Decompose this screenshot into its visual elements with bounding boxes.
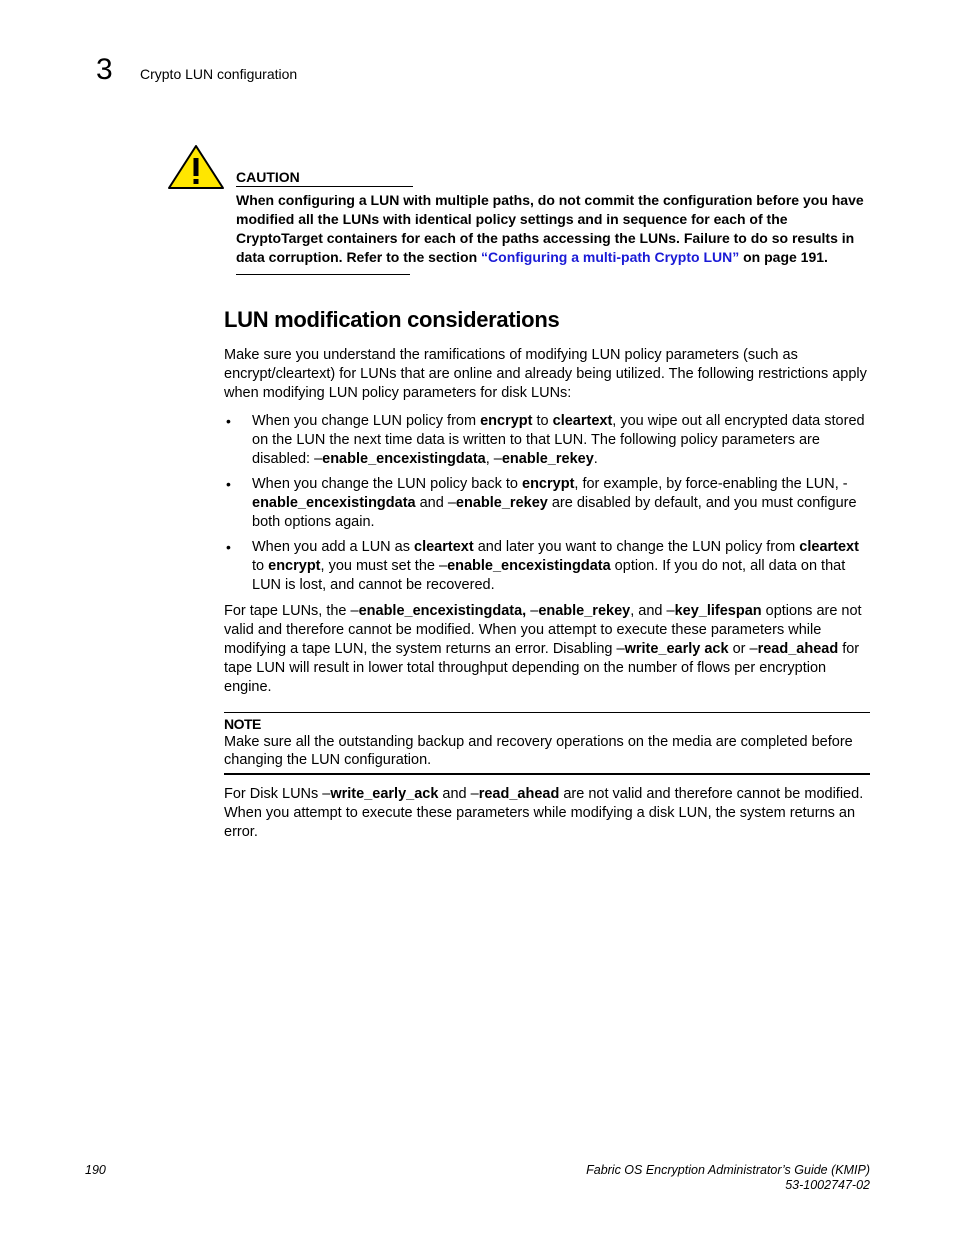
text-run: , and –: [630, 603, 675, 619]
page-number: 190: [85, 1163, 106, 1177]
text-run: are disabled by default, and you must configure both options again.: [252, 495, 857, 530]
text-run: option. If you do not, all data on that LUN is lost, and cannot be recovered.: [252, 558, 846, 593]
warning-triangle-icon: [167, 144, 225, 190]
intro-paragraph: Make sure you understand the ramifications of modifying LUN policy parameters (such as encrypt/cleartext) for LUNs that are online and already being utilized. The following restrictions apply when modifying LUN policy parameters for disk LUNs:: [224, 347, 867, 401]
parameter-name: enable_rekey: [455, 495, 548, 511]
parameter-name: read_ahead: [757, 641, 839, 657]
text-run: are not valid and therefore cannot be modified. When you attempt to execute these parameters while modifying a disk LUN, the system returns an error.: [224, 786, 864, 840]
footer-doc-number: 53-1002747-02: [785, 1178, 870, 1192]
restrictions-list: [224, 412, 874, 601]
list-item: [224, 538, 874, 595]
caution-text-part: When configuring a LUN with multiple paths, do not commit the configuration before you have modified all the LUNs with identical policy settings and in sequence for each of the CryptoTarget containers for each of the paths accessing the LUNs. Failure to do so results in data corruption. Refer to the section: [236, 192, 864, 265]
bullet-icon: •: [226, 413, 231, 429]
parameter-name: write_early_ack: [330, 786, 439, 802]
text-run: , for example, by force-enabling the LUN, -: [574, 476, 848, 492]
keyword: encrypt: [268, 558, 321, 574]
text-run: For Disk LUNs –: [224, 786, 331, 802]
text-run: For tape LUNs, the –: [224, 603, 359, 619]
parameter-name: enable_encexistingdata: [252, 495, 416, 511]
caution-label: CAUTION: [236, 169, 300, 185]
footer-doc-title: Fabric OS Encryption Administrator’s Guide (KMIP): [586, 1163, 870, 1177]
chapter-number: 3: [96, 53, 113, 86]
text-run: When you add a LUN as: [252, 539, 415, 555]
text-run: and –: [415, 495, 456, 511]
text-run: , you must set the –: [320, 558, 448, 574]
parameter-name: read_ahead: [478, 786, 560, 802]
bullet-icon: •: [226, 539, 231, 555]
list-item: [224, 412, 874, 469]
keyword: cleartext: [799, 539, 859, 555]
note-divider-bottom: [224, 773, 870, 775]
text-run: and –: [438, 786, 479, 802]
keyword: encrypt: [522, 476, 575, 492]
section-heading: LUN modification considerations: [224, 307, 560, 332]
caution-text: [236, 191, 876, 267]
parameter-name: enable_encexistingdata,: [358, 603, 527, 619]
text-run: , you wipe out all encrypted data stored on the LUN the next time data is written to that LUN. The following policy parameters are disabled: –: [252, 413, 865, 467]
text-run: When you change LUN policy from: [252, 413, 481, 429]
caution-text-part: on page 191.: [739, 249, 828, 265]
keyword: cleartext: [552, 413, 613, 429]
caution-divider-top: [236, 186, 413, 187]
running-header-title: Crypto LUN configuration: [140, 66, 298, 82]
parameter-name: enable_rekey: [538, 603, 631, 619]
parameter-name: enable_rekey: [501, 451, 594, 467]
bullet-icon: •: [226, 476, 231, 492]
disk-luns-paragraph: [224, 785, 874, 842]
parameter-name: enable_encexistingdata: [322, 451, 486, 467]
text-run: for tape LUN will result in lower total throughput depending on the number of flows per encryption engine.: [224, 641, 860, 695]
text-run: or –: [728, 641, 758, 657]
text-run: , –: [485, 451, 502, 467]
parameter-name: key_lifespan: [674, 603, 762, 619]
text-run: to: [532, 413, 553, 429]
list-item: [224, 475, 874, 532]
text-run: –: [526, 603, 539, 619]
text-run: options are not valid and therefore cannot be modified. When you attempt to execute these parameters while modifying a tape LUN, the system returns an error. Disabling –: [224, 603, 862, 657]
note-text: Make sure all the outstanding backup and recovery operations on the media are completed before changing the LUN configuration.: [224, 734, 853, 768]
keyword: cleartext: [414, 539, 474, 555]
cross-reference-link[interactable]: “Configuring a multi-path Crypto LUN”: [481, 249, 740, 265]
text-run: to: [252, 558, 269, 574]
keyword: encrypt: [480, 413, 533, 429]
text-run: When you change the LUN policy back to: [252, 476, 523, 492]
note-label: NOTE: [224, 716, 261, 732]
tape-luns-paragraph: [224, 602, 874, 697]
parameter-name: enable_encexistingdata: [447, 558, 611, 574]
text-run: .: [593, 451, 598, 467]
caution-divider-bottom: [236, 274, 410, 275]
parameter-name: write_early ack: [624, 641, 729, 657]
note-divider-top: [224, 712, 870, 713]
text-run: and later you want to change the LUN policy from: [473, 539, 800, 555]
